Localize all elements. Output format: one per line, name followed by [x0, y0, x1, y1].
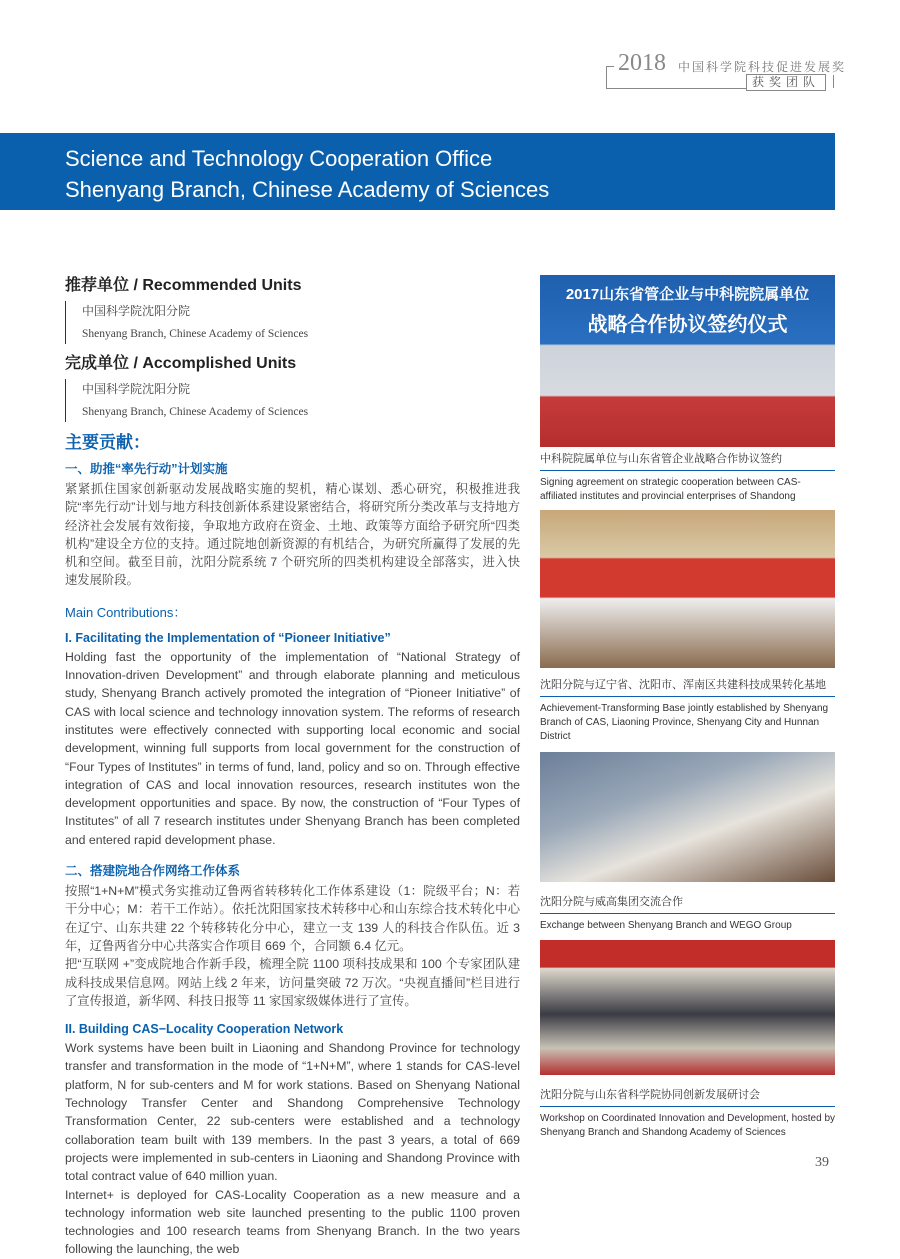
banner-title-line1: Science and Technology Cooperation Office: [65, 146, 493, 171]
s2-en-title: II. Building CAS−Locality Cooperation Network: [65, 1022, 344, 1037]
page-number: 39: [815, 1155, 829, 1170]
recommended-cn: 中国科学院沈阳分院: [82, 304, 191, 318]
photo-caption-en: Workshop on Coordinated Innovation and Development, hosted by Shenyang Branch and Shandong Academy of Sciences: [540, 1113, 836, 1138]
photo-banner-text-1: 2017山东省管企业与中科院院属单位: [565, 286, 810, 303]
photo-caption-cn: 中科院院属单位与山东省管企业战略合作协议签约: [540, 452, 835, 471]
photo-wego-exchange: [540, 752, 835, 882]
photo-caption-cn: 沈阳分院与威高集团交流合作: [540, 895, 835, 914]
accomplished-label: 完成单位 / Accomplished Units: [65, 355, 297, 372]
s2-en-p2: Internet+ is deployed for CAS-Locality Cooperation as a new measure and a technology information web site launched presenting to the public 1100 proven technologies and 100 research teams from Shenyang Branch. In the two years following the launching, the web: [65, 1187, 520, 1257]
photo-caption-en: Exchange between Shenyang Branch and WEGO Group: [540, 920, 792, 931]
photo-caption-en: Signing agreement on strategic cooperation between CAS-affiliated institutes and provincial enterprises of Shandong: [540, 477, 801, 502]
accomplished-units: [65, 350, 520, 422]
s2-cn-p2: 把“互联网 +”变成院地合作新手段，梳理全院 1100 项科技成果和 100 个专家团队建成科技成果信息网。网站上线 2 年来，访问量突破 72 万次。“央视直播间”栏目进行了宣传报道，新华网、科技日报等 11 家国家级媒体进行了宣传。: [65, 957, 520, 1008]
award-title: 中国科学院科技促进发展奖: [678, 60, 847, 74]
main-content: [65, 428, 520, 1259]
s1-cn-body: 紧紧抓住国家创新驱动发展战略实施的契机，精心谋划、悉心研究，积极推进我院“率先行动”计划与地方科技创新体系建设紧密结合，将研究所分类改革与支持地方经济社会发展有效衔接，争取地方政府在资金、土地、政策等方面给予研究所“四类机构”建设全方位的支持。通过院地创新资源的有机结合，为研究所赢得了发展的先机和空间。截至目前，沈阳分院系统 7 个研究所的四类机构建设全部落实，进入快速发展阶段。: [65, 482, 520, 588]
s1-en-body: Holding fast the opportunity of the implementation of “National Strategy of Innovation-driven Development” and through elaborate planning and meticulous study, Shenyang Branch actively promoted the integration of “Pioneer Initiative” of CAS with local science and technology innovation system. The reforms of research institutes were effectively connected with supporting local economic and social development, winning full supports from local government for the construction of “Four Types of Institutes” in terms of fund, land, policy and so on. Through effective integration of CAS and local innovation resources, research institutes won the development opportunities and space. By now, the construction of “Four Types of Institutes” of all 7 research institutes under Shenyang Branch has been completed and entered rapid development phase.: [65, 649, 520, 847]
accomplished-en: Shenyang Branch, Chinese Academy of Sciences: [82, 406, 309, 418]
s2-cn-title: 二、搭建院地合作网络工作体系: [65, 864, 241, 879]
photo-base-unveiling: [540, 510, 835, 668]
recommended-label: 推荐单位 / Recommended Units: [65, 277, 302, 294]
title-banner: [0, 133, 835, 210]
award-year: 2018: [618, 50, 666, 76]
photo-workshop: [540, 940, 835, 1075]
photo-caption-cn: 沈阳分院与山东省科学院协同创新发展研讨会: [540, 1088, 835, 1107]
recommended-units: [65, 272, 520, 344]
s2-en-p1: Work systems have been built in Liaoning and Shandong Province for technology transfer and transformation in the mode of “1+N+M”, where 1 stands for CAS-level platform, N for sub-centers and M for work stations. Based on Shenyang National Technology Transfer Center and Shandong Comprehensive Technology Transformation Center, 22 sub-centers were established and a technology collaboration team built with 139 members. In the past 3 years, a total of 669 projects were implemented in sub-centers in Liaoning and Shandong Province with total contract value of 640 million yuan.: [65, 1041, 520, 1184]
s1-en-title: I. Facilitating the Implementation of “Pioneer Initiative”: [65, 630, 391, 645]
banner-title-line2: Shenyang Branch, Chinese Academy of Sciences: [65, 177, 550, 202]
photo-caption-cn: 沈阳分院与辽宁省、沈阳市、浑南区共建科技成果转化基地: [540, 678, 835, 697]
contrib-cn-title: 主要贡献：: [65, 433, 150, 452]
s1-cn-title: 一、助推“率先行动”计划实施: [65, 462, 228, 476]
photo-banner-text-2: 战略合作协议签约仪式: [587, 314, 788, 336]
accomplished-cn: 中国科学院沈阳分院: [82, 382, 191, 396]
award-category: 获奖团队: [746, 74, 826, 91]
s2-cn-p1: 按照“1+N+M”模式务实推动辽鲁两省转移转化工作体系建设（1：院级平台；N：若干分中心；M：若干工作站）。依托沈阳国家技术转移中心和山东综合技术转化中心在辽宁、山东共建 22 个转移转化分中心，建立一支 139 人的科技合作队伍。近 3 年，辽鲁两省分中心共落实合作项目 669 个，合同额 6.4 亿元。: [65, 884, 520, 953]
recommended-en: Shenyang Branch, Chinese Academy of Sciences: [82, 328, 309, 340]
photo-signing-ceremony: [540, 275, 835, 447]
contrib-en-title: Main Contributions：: [65, 604, 187, 620]
photo-caption-en: Achievement-Transforming Base jointly established by Shenyang Branch of CAS, Liaoning Province, Shenyang City and Hunnan District: [540, 703, 829, 742]
award-header: [606, 50, 847, 92]
